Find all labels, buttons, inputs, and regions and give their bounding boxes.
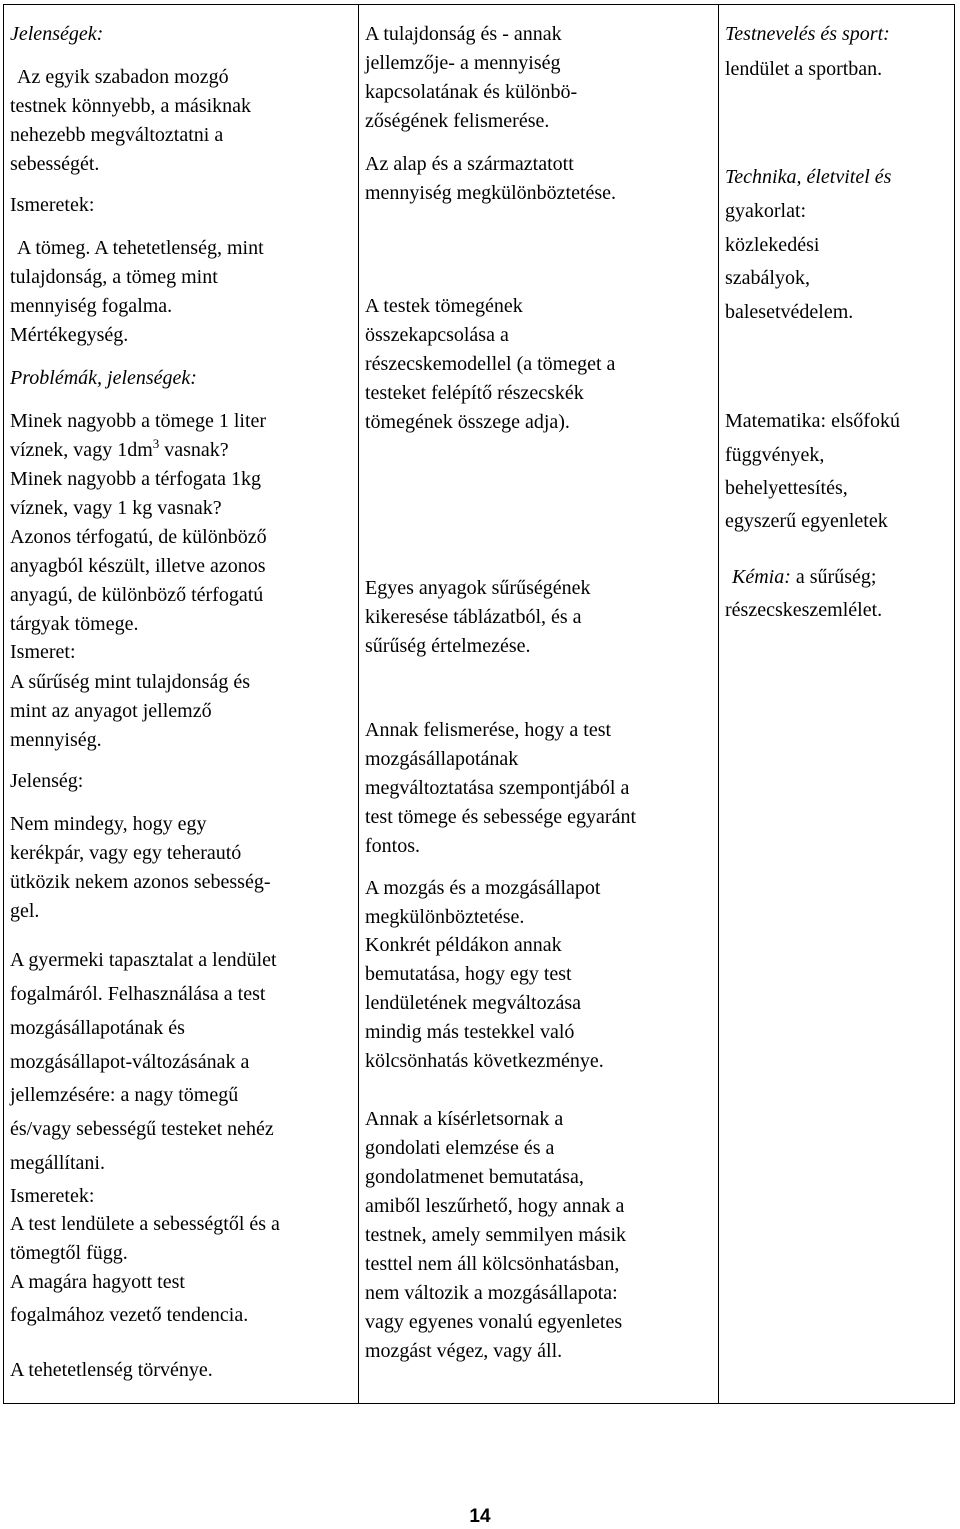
column-connections (719, 5, 954, 1403)
text-line: részecskemodellel (a tömeget a (365, 353, 616, 375)
text-line: Minek nagyobb a térfogata 1kg (10, 468, 262, 490)
text-line: A mozgás és a mozgásállapot (365, 877, 601, 899)
text-line: Konkrét példákon annak (365, 934, 562, 956)
text-line: gyakorlat: (725, 200, 807, 222)
text-line: Mértékegység. (10, 324, 129, 346)
text-line: testnek könnyebb, a másiknak (10, 95, 252, 117)
text-line: Kémia: a sűrűség; (732, 566, 877, 588)
text-line: A gyermeki tapasztalat a lendület (10, 949, 277, 971)
text-line: fogalmához vezető tendencia. (10, 1304, 249, 1326)
text-line: megállítani. (10, 1152, 105, 1174)
text-line: A tömeg. A tehetetlenség, mint (17, 237, 264, 259)
text-line: testtel nem áll kölcsönhatásban, (365, 1253, 620, 1275)
text-line: közlekedési (725, 234, 820, 256)
text-line: egyszerű egyenletek (725, 510, 888, 532)
text-line: mennyiség. (10, 729, 102, 751)
text-line: jellemzésére: a nagy tömegű (10, 1084, 239, 1106)
label-phenomena: Jelenségek: (10, 23, 104, 45)
text-line: víznek, vagy 1 kg vasnak? (10, 497, 222, 519)
text-line: mozgásállapotának és (10, 1017, 185, 1039)
text-line: Azonos térfogatú, de különböző (10, 526, 267, 548)
text-line: függvények, (725, 444, 825, 466)
text-line: zőségének felismerése. (365, 110, 550, 132)
label-knowledge: Ismeretek: (10, 194, 95, 216)
text-line: vagy egyenes vonalú egyenletes (365, 1311, 623, 1333)
text-line: A tulajdonság és - annak (365, 23, 562, 45)
text-line: kerékpár, vagy egy teherautó (10, 842, 242, 864)
text-line: fontos. (365, 835, 420, 857)
text-line: tárgyak tömege. (10, 613, 139, 635)
text-line: kikeresése táblázatból, és a (365, 606, 582, 628)
text-line: Minek nagyobb a tömege 1 liter (10, 410, 267, 432)
text-line: tömegtől függ. (10, 1242, 128, 1264)
text-line: nem változik a mozgásállapota: (365, 1282, 618, 1304)
text-line: fogalmáról. Felhasználása a test (10, 983, 266, 1005)
text-line: A magára hagyott test (10, 1271, 185, 1293)
page-number: 14 (469, 1506, 491, 1527)
text-line: mint az anyagot jellemző (10, 700, 212, 722)
text-line: Az egyik szabadon mozgó (17, 66, 229, 88)
text-line: tömegének összege adja). (365, 411, 570, 433)
text-line: tulajdonság, a tömeg mint (10, 266, 218, 288)
label-knowledge: Ismeret: (10, 641, 76, 663)
text-line: Matematika: elsőfokú (725, 410, 900, 432)
superscript: 3 (152, 436, 160, 451)
text-line: kölcsönhatás következménye. (365, 1050, 604, 1072)
label-pe-sport: Testnevelés és sport: (725, 23, 890, 45)
column-goals (359, 5, 719, 1403)
text-line: szabályok, (725, 267, 810, 289)
text-line: Egyes anyagok sűrűségének (365, 577, 591, 599)
text-line: mozgásállapot-változásának a (10, 1051, 250, 1073)
text-line: sebességét. (10, 153, 100, 175)
text-line: ütközik nekem azonos sebesség- (10, 871, 271, 893)
text-line: mennyiség megkülönböztetése. (365, 182, 617, 204)
column-content (4, 5, 359, 1403)
text-line: összekapcsolása a (365, 324, 509, 346)
text-line: jellemzője- a mennyiség (365, 52, 561, 74)
text-line: bemutatása, hogy egy test (365, 963, 572, 985)
text-line: sűrűség értelmezése. (365, 635, 531, 657)
text-line: testeket felépítő részecskék (365, 382, 584, 404)
text-line: A test lendülete a sebességtől és a (10, 1213, 280, 1235)
text-line: lendületének megváltozása (365, 992, 582, 1014)
text-line: behelyettesítés, (725, 477, 848, 499)
text-line: mindig más testekkel való (365, 1021, 575, 1043)
text-line: anyagú, de különböző térfogatú (10, 584, 264, 606)
text-line: gondolati elemzése és a (365, 1137, 555, 1159)
text-line: A tehetetlenség törvénye. (10, 1359, 213, 1381)
text-line: mozgásállapotának (365, 748, 519, 770)
text-line: gondolatmenet bemutatása, (365, 1166, 584, 1188)
text-line: víznek, vagy $1dm^3$ vasnak? (10, 436, 229, 461)
text-line: balesetvédelem. (725, 301, 854, 323)
text-line: gel. (10, 900, 40, 922)
text-line: Annak felismerése, hogy a test (365, 719, 612, 741)
text-line: Nem mindegy, hogy egy (10, 813, 207, 835)
text-line: Az alap és a származtatott (365, 153, 574, 175)
text-line: megkülönböztetése. (365, 906, 525, 928)
curriculum-table (3, 4, 955, 1404)
text-line: nehezebb megváltoztatni a (10, 124, 224, 146)
text-line: test tömege és sebessége egyaránt (365, 806, 637, 828)
text-line: mozgást végez, vagy áll. (365, 1340, 563, 1362)
text-line: amiből leszűrhető, hogy annak a (365, 1195, 625, 1217)
label-chemistry: Kémia: (732, 566, 791, 588)
text-line: lendület a sportban. (725, 58, 883, 80)
text-line: A testek tömegének (365, 295, 523, 317)
label-phenomenon: Jelenség: (10, 770, 84, 792)
text-line: kapcsolatának és különbö- (365, 81, 578, 103)
label-technology: Technika, életvitel és (725, 166, 892, 188)
text-line: részecskeszemlélet. (725, 599, 883, 621)
text-line: anyagból készült, illetve azonos (10, 555, 266, 577)
text-line: mennyiség fogalma. (10, 295, 173, 317)
label-knowledge: Ismeretek: (10, 1185, 95, 1207)
text-line: Annak a kísérletsornak a (365, 1108, 564, 1130)
text-line: A sűrűség mint tulajdonság és (10, 671, 250, 693)
label-problems: Problémák, jelenségek: (10, 367, 197, 389)
text-line: megváltoztatása szempontjából a (365, 777, 630, 799)
text-line: és/vagy sebességű testeket nehéz (10, 1118, 274, 1140)
text-line: testnek, amely semmilyen másik (365, 1224, 627, 1246)
